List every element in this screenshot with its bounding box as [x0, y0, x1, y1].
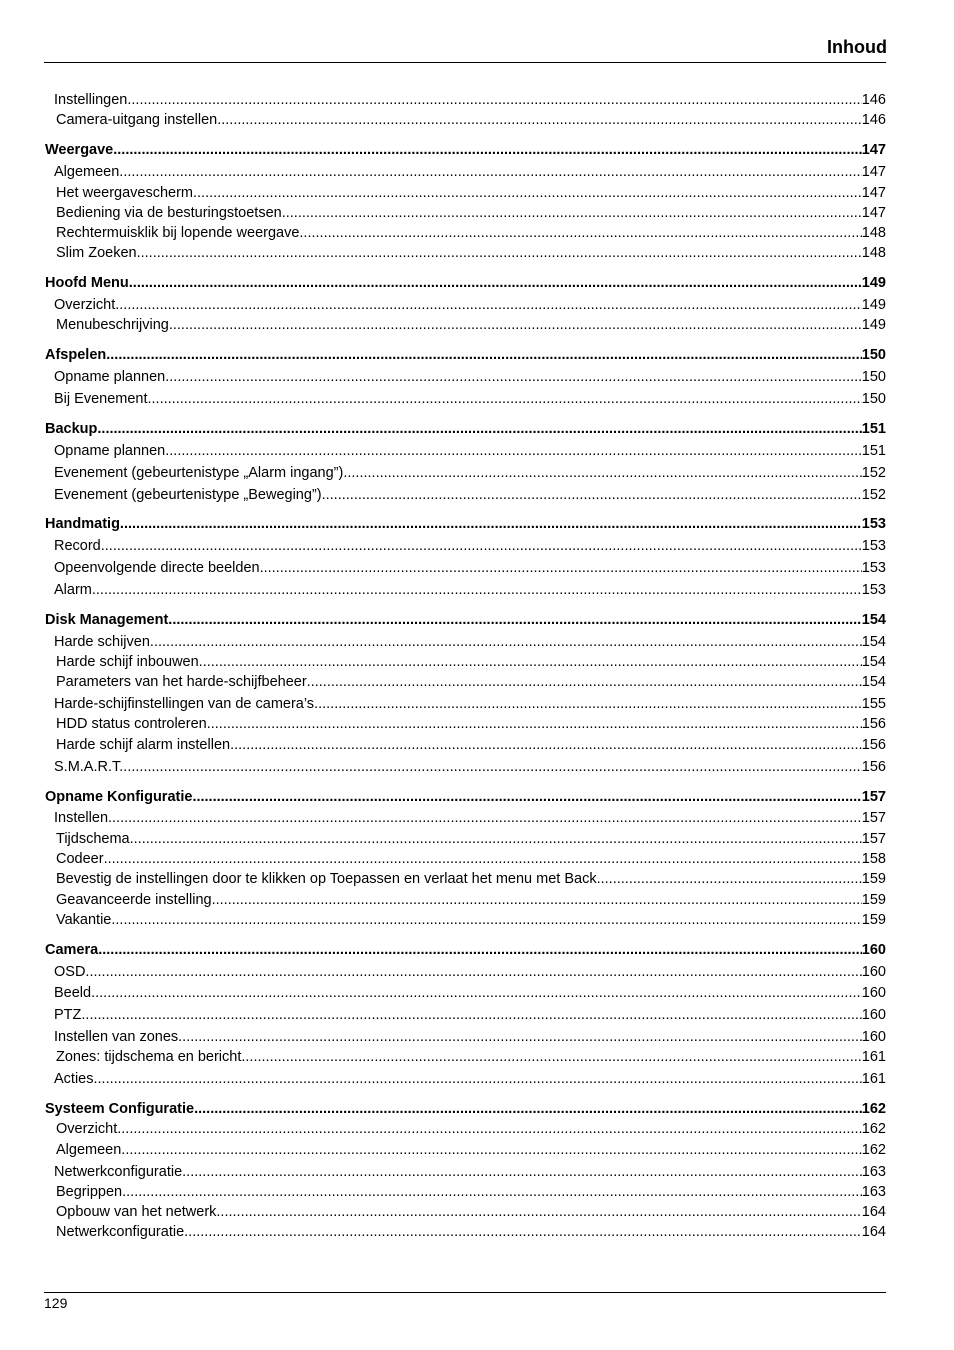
toc-entry[interactable] — [56, 1204, 886, 1220]
toc-leader-dots — [212, 892, 862, 908]
toc-entry-page: 159 — [861, 912, 886, 928]
toc-leader-dots — [282, 205, 862, 221]
toc-leader-dots — [119, 164, 862, 180]
toc-entry[interactable] — [54, 1071, 886, 1087]
toc-entry[interactable] — [54, 369, 886, 385]
toc-entry-page: 149 — [861, 297, 886, 313]
toc-entry-title: Harde schijf alarm instellen — [56, 737, 231, 753]
toc-entry-title: Vakantie — [56, 912, 112, 928]
toc-entry[interactable] — [56, 674, 886, 690]
toc-entry[interactable] — [56, 1184, 886, 1200]
toc-section-entry[interactable] — [45, 347, 886, 363]
toc-entry[interactable] — [54, 1007, 886, 1023]
toc-section-entry[interactable] — [45, 612, 886, 628]
toc-entry-page: 151 — [861, 421, 886, 437]
toc-entry-page: 151 — [861, 443, 886, 459]
toc-entry-page: 160 — [861, 1029, 886, 1045]
toc-entry-page: 161 — [861, 1049, 886, 1065]
toc-section-entry[interactable] — [45, 516, 886, 532]
toc-leader-dots — [117, 1121, 862, 1137]
toc-entry-page: 154 — [861, 674, 886, 690]
toc-entry-page: 163 — [861, 1164, 886, 1180]
toc-leader-dots — [121, 1142, 862, 1158]
toc-leader-dots — [106, 347, 862, 363]
toc-entry-title: Bij Evenement — [54, 391, 148, 407]
toc-entry-title: PTZ — [54, 1007, 82, 1023]
toc-entry-page: 149 — [861, 317, 886, 333]
toc-entry[interactable] — [56, 112, 886, 128]
toc-leader-dots — [165, 369, 862, 385]
toc-entry-title: Evenement (gebeurtenistype „Alarm ingang”) — [54, 465, 344, 481]
toc-entry-page: 150 — [861, 347, 886, 363]
toc-entry-page: 156 — [861, 737, 886, 753]
page-header-title: Inhoud — [827, 37, 887, 57]
toc-leader-dots — [127, 92, 861, 108]
toc-section-entry[interactable] — [45, 1101, 886, 1117]
toc-leader-dots — [165, 443, 862, 459]
toc-entry-page: 160 — [861, 985, 886, 1001]
toc-entry-title: Hoofd Menu — [45, 275, 129, 291]
toc-leader-dots — [182, 1164, 862, 1180]
toc-entry-page: 150 — [861, 369, 886, 385]
toc-entry[interactable] — [54, 1164, 886, 1180]
toc-entry[interactable] — [54, 164, 886, 180]
toc-entry-title: Harde schijven — [54, 634, 150, 650]
toc-entry-title: Geavanceerde instelling — [56, 892, 212, 908]
toc-leader-dots — [184, 1224, 862, 1240]
toc-entry-title: Record — [54, 538, 101, 554]
toc-entry-title: Overzicht — [54, 297, 116, 313]
toc-entry-page: 152 — [861, 465, 886, 481]
toc-entry-page: 160 — [861, 1007, 886, 1023]
toc-entry-title: Slim Zoeken — [56, 245, 137, 261]
toc-entry-title: Netwerkconfiguratie — [54, 1164, 183, 1180]
toc-entry-title: Parameters van het harde-schijfbeheer — [56, 674, 307, 690]
toc-section-entry[interactable] — [45, 275, 886, 291]
toc-leader-dots — [314, 696, 862, 712]
toc-entry-page: 160 — [861, 942, 886, 958]
toc-leader-dots — [113, 142, 862, 158]
toc-entry-page: 153 — [861, 582, 886, 598]
toc-leader-dots — [193, 185, 862, 201]
toc-entry[interactable] — [54, 92, 886, 108]
toc-entry-title: Codeer — [56, 851, 104, 867]
toc-entry-title: Bediening via de besturingstoetsen — [56, 205, 282, 221]
toc-entry-title: Disk Management — [45, 612, 169, 628]
toc-entry-page: 153 — [861, 538, 886, 554]
toc-leader-dots — [260, 560, 862, 576]
toc-entry-title: Handmatig — [45, 516, 120, 532]
toc-entry-page: 164 — [861, 1204, 886, 1220]
toc-entry-title: OSD — [54, 964, 86, 980]
toc-entry-title: Opname plannen — [54, 369, 166, 385]
toc-leader-dots — [91, 985, 862, 1001]
toc-entry-page: 154 — [861, 612, 886, 628]
toc-entry-title: Netwerkconfiguratie — [56, 1224, 185, 1240]
toc-leader-dots — [123, 759, 862, 775]
toc-entry-page: 148 — [861, 245, 886, 261]
toc-entry-page: 154 — [861, 634, 886, 650]
toc-entry-page: 157 — [861, 810, 886, 826]
toc-entry-page: 154 — [861, 654, 886, 670]
toc-entry[interactable] — [56, 737, 886, 753]
toc-leader-dots — [207, 716, 862, 732]
toc-entry-title: Rechtermuisklik bij lopende weergave — [56, 225, 300, 241]
toc-entry-page: 149 — [861, 275, 886, 291]
toc-entry-title: Algemeen — [56, 1142, 122, 1158]
toc-entry-page: 146 — [861, 92, 886, 108]
toc-entry[interactable] — [54, 297, 886, 313]
toc-leader-dots — [120, 516, 862, 532]
toc-entry[interactable] — [54, 696, 886, 712]
toc-leader-dots — [194, 1101, 862, 1117]
toc-entry-page: 164 — [861, 1224, 886, 1240]
toc-entry-title: Opeenvolgende directe beelden — [54, 560, 260, 576]
toc-entry-page: 162 — [861, 1101, 886, 1117]
page-number: 129 — [44, 1295, 68, 1311]
toc-leader-dots — [108, 810, 862, 826]
toc-entry-page: 157 — [861, 789, 886, 805]
toc-entry[interactable] — [54, 810, 886, 826]
toc-entry[interactable] — [54, 487, 886, 503]
toc-entry[interactable] — [54, 443, 886, 459]
toc-entry-title: Camera-uitgang instellen — [56, 112, 218, 128]
toc-entry[interactable] — [54, 465, 886, 481]
toc-entry-page: 161 — [861, 1071, 886, 1087]
toc-leader-dots — [168, 612, 862, 628]
toc-leader-dots — [115, 297, 862, 313]
toc-entry-page: 162 — [861, 1142, 886, 1158]
toc-entry-page: 153 — [861, 560, 886, 576]
toc-entry[interactable] — [54, 964, 886, 980]
toc-entry-page: 163 — [861, 1184, 886, 1200]
toc-entry-title: Bevestig de instellingen door te klikken op Toepassen en verlaat het menu met Back. — [56, 871, 601, 887]
toc-leader-dots — [299, 225, 861, 241]
toc-entry-page: 159 — [861, 871, 886, 887]
toc-entry-page: 148 — [861, 225, 886, 241]
toc-entry-title: Evenement (gebeurtenistype „Beweging”) — [54, 487, 322, 503]
header-rule — [44, 62, 886, 63]
toc-entry-page: 147 — [861, 164, 886, 180]
toc-leader-dots — [101, 538, 862, 554]
toc-section-entry[interactable] — [45, 789, 886, 805]
toc-entry[interactable] — [56, 851, 886, 867]
toc-entry[interactable] — [54, 391, 886, 407]
toc-section-entry[interactable] — [45, 942, 886, 958]
toc-entry-title: Harde schijf inbouwen — [56, 654, 199, 670]
toc-entry-title: Algemeen — [54, 164, 120, 180]
toc-leader-dots — [104, 851, 862, 867]
toc-entry-page: 156 — [861, 716, 886, 732]
toc-entry[interactable] — [54, 985, 886, 1001]
toc-entry[interactable] — [54, 634, 886, 650]
toc-leader-dots — [148, 391, 862, 407]
toc-entry-page: 159 — [861, 892, 886, 908]
toc-leader-dots — [199, 654, 862, 670]
toc-entry-title: Systeem Configuratie — [45, 1101, 195, 1117]
toc-entry[interactable] — [56, 317, 886, 333]
toc-entry[interactable] — [56, 1224, 886, 1240]
toc-entry-title: HDD status controleren — [56, 716, 207, 732]
toc-leader-dots — [94, 1071, 862, 1087]
toc-entry-page: 146 — [861, 112, 886, 128]
toc-entry-page: 160 — [861, 964, 886, 980]
toc-leader-dots — [137, 245, 862, 261]
toc-entry-title: Zones: tijdschema en bericht — [56, 1049, 242, 1065]
toc-leader-dots — [178, 1029, 862, 1045]
toc-leader-dots — [122, 1184, 862, 1200]
toc-section-entry[interactable] — [45, 142, 886, 158]
toc-section-entry[interactable] — [45, 421, 886, 437]
toc-entry[interactable] — [54, 538, 886, 554]
toc-entry-page: 156 — [861, 759, 886, 775]
toc-entry-title: Instellen — [54, 810, 109, 826]
toc-entry-title: Opname Konfiguratie — [45, 789, 193, 805]
toc-leader-dots — [230, 737, 862, 753]
toc-leader-dots — [130, 831, 862, 847]
toc-entry-page: 157 — [861, 831, 886, 847]
toc-entry-page: 150 — [861, 391, 886, 407]
footer-rule — [44, 1292, 886, 1293]
toc-leader-dots — [601, 871, 862, 887]
toc-entry-title: Weergave — [45, 142, 114, 158]
toc-leader-dots — [85, 964, 861, 980]
toc-entry[interactable] — [56, 1049, 886, 1065]
toc-leader-dots — [322, 487, 862, 503]
toc-leader-dots — [129, 275, 862, 291]
toc-leader-dots — [98, 942, 862, 958]
toc-entry-title: Beeld — [54, 985, 92, 1001]
toc-leader-dots — [150, 634, 862, 650]
toc-entry[interactable] — [54, 560, 886, 576]
toc-entry[interactable] — [54, 759, 886, 775]
toc-leader-dots — [241, 1049, 861, 1065]
toc-entry-title: Opbouw van het netwerk — [56, 1204, 217, 1220]
toc-leader-dots — [217, 112, 862, 128]
toc-entry-title: Overzicht — [56, 1121, 118, 1137]
toc-entry[interactable] — [54, 582, 886, 598]
toc-entry-page: 153 — [861, 516, 886, 532]
toc-entry[interactable] — [56, 1121, 886, 1137]
toc-entry-page: 162 — [861, 1121, 886, 1137]
toc-entry[interactable] — [54, 1029, 886, 1045]
toc-leader-dots — [343, 465, 861, 481]
toc-leader-dots — [111, 912, 861, 928]
toc-entry-page: 147 — [861, 185, 886, 201]
toc-entry-title: Begrippen — [56, 1184, 123, 1200]
toc-entry-title: Instellen van zones — [54, 1029, 179, 1045]
toc-entry-title: Backup — [45, 421, 98, 437]
toc-entry[interactable] — [56, 245, 886, 261]
toc-entry-page: 155 — [861, 696, 886, 712]
toc-entry-page: 152 — [861, 487, 886, 503]
toc-entry-title: Instellingen — [54, 92, 128, 108]
toc-leader-dots — [216, 1204, 861, 1220]
toc-entry[interactable] — [56, 912, 886, 928]
toc-entry-title: Harde-schijfinstellingen van de camera’s — [54, 696, 315, 712]
toc-entry-title: Acties — [54, 1071, 94, 1087]
toc-leader-dots — [92, 582, 862, 598]
toc-leader-dots — [192, 789, 861, 805]
toc-entry-page: 147 — [861, 142, 886, 158]
toc-entry-title: Menubeschrijving — [56, 317, 169, 333]
toc-entry-title: S.M.A.R.T. — [54, 759, 124, 775]
toc-leader-dots — [307, 674, 862, 690]
toc-entry-title: Afspelen — [45, 347, 107, 363]
toc-entry[interactable] — [56, 831, 886, 847]
toc-entry[interactable] — [56, 716, 886, 732]
toc-entry[interactable] — [56, 871, 886, 887]
toc-entry-title: Alarm — [54, 582, 92, 598]
toc-entry-page: 147 — [861, 205, 886, 221]
toc-entry[interactable] — [56, 892, 886, 908]
toc-entry-title: Camera — [45, 942, 99, 958]
toc-entry[interactable] — [56, 205, 886, 221]
toc-entry-page: 158 — [861, 851, 886, 867]
toc-entry-title: Het weergavescherm — [56, 185, 193, 201]
toc-leader-dots — [97, 421, 861, 437]
toc-leader-dots — [169, 317, 862, 333]
toc-entry-title: Opname plannen — [54, 443, 166, 459]
toc-entry[interactable] — [56, 185, 886, 201]
toc-entry[interactable] — [56, 654, 886, 670]
toc-entry-title: Tijdschema — [56, 831, 130, 847]
toc-entry[interactable] — [56, 225, 886, 241]
toc-entry[interactable] — [56, 1142, 886, 1158]
toc-leader-dots — [81, 1007, 861, 1023]
